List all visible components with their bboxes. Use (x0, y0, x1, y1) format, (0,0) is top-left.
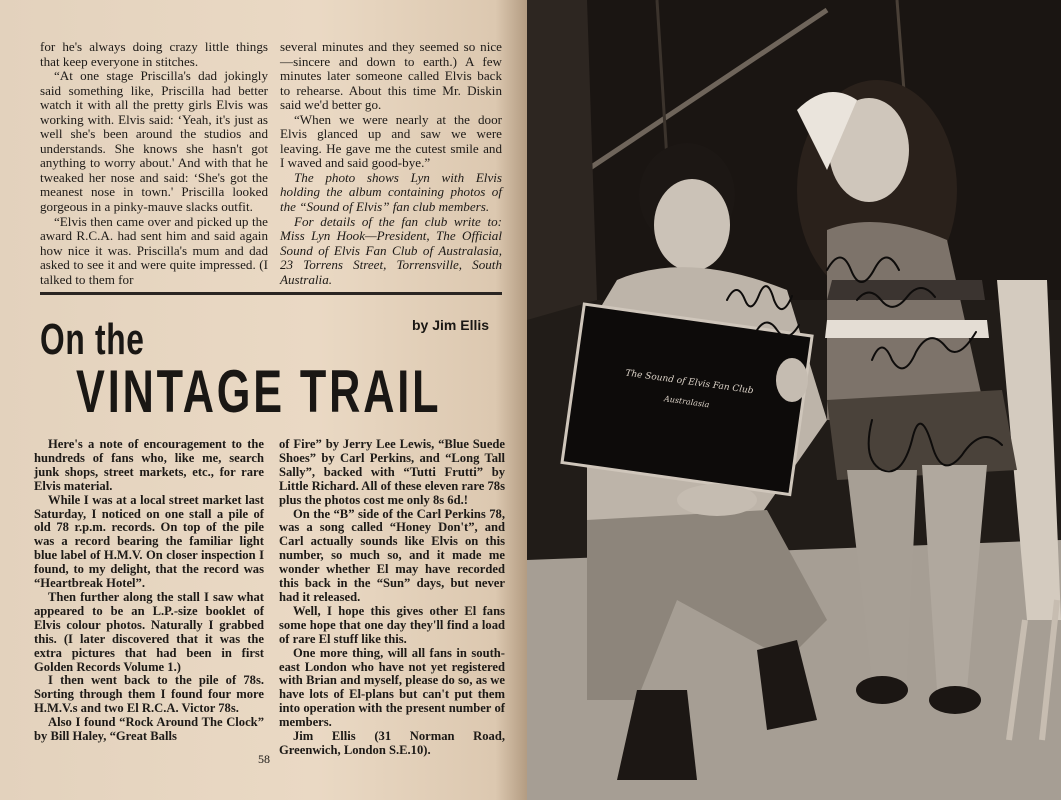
right-page-photo (527, 0, 1061, 800)
paragraph: Here's a note of encouragement to the hundreds of fans who, like me, search junk shops, street markets, etc., for rare Elvis material. (34, 437, 264, 493)
paragraph: “At one stage Priscilla's dad jokingly said something like, Priscilla had better watch it with all the pretty girls Elvis was working with. Elvis said: ‘Yeah, it's just as well she's been around the studios and understands. She knows she hasn't got anything to worry about.' And with that he tweaked her nose and said: ‘She's got the meanest nose in town.' Priscilla looked gorgeous in a pinky-mauve slacks outfit. (40, 68, 268, 215)
paragraph: of Fire” by Jerry Lee Lewis, “Blue Suede Shoes” by Carl Perkins, and “Long Tall Sally”, backed with “Tutti Frutti” by Little Richard. All of these eleven rare 78s plus the photos cost me only 8s 6d.! (279, 437, 505, 507)
paragraph: I then went back to the pile of 78s. Sorting through them I found four more H.M.V.s and two El R.C.A. Victor 78s. (34, 673, 264, 716)
photo-caption: The photo shows Lyn with Elvis holding the album containing photos of the “Sound of Elvis” fan club members. (280, 169, 502, 215)
album-title: The Sound of Elvis Fan Club (624, 368, 755, 397)
previous-article-column-2 (280, 40, 502, 287)
headline-line-1: On the (40, 315, 145, 364)
fan-club-address: For details of the fan club write to: Miss Lyn Hook—President, The Official Sound of Elvis Fan Club of Australasia, 23 Torrens Street, Torrensville, South Australia. (280, 213, 502, 287)
previous-article-column-1 (40, 40, 268, 287)
article-column-2 (279, 438, 505, 758)
paragraph: On the “B” side of the Carl Perkins 78, was a song called “Honey Don't”, and Carl actually sounds like Elvis on this number, so much so, and it made me wonder whether El may have recorded this back in the “Sun” days, but never had it released. (279, 506, 505, 604)
paragraph: “When we were nearly at the door Elvis glanced up and saw we were leaving. He gave me the cutest smile and I waved and said good-bye.” (280, 111, 502, 171)
headline-line-2: VINTAGE TRAIL (76, 358, 442, 425)
paragraph: several minutes and they seemed so nice—sincere and down to earth.) A few minutes later someone called Elvis back to rehearse. About this time Mr. Diskin said we'd better go. (280, 39, 502, 113)
album-subtitle: Australasia (663, 394, 710, 410)
article-column-1 (34, 438, 264, 744)
paragraph: Then further along the stall I saw what appeared to be an L.P.-size booklet of Elvis colour photos. Naturally I grabbed this. (I later discovered that it was the extra pictures that had been in first Golden Records Volume 1.) (34, 589, 264, 674)
paragraph: for he's always doing crazy little things that keep everyone in stitches. (40, 39, 268, 69)
paragraph: One more thing, will all fans in south-east London who have not yet registered with Brian and myself, please do so, as we have lots of El-plans but can't put them into operation with the present number of members. (279, 645, 505, 730)
photo-elvis-and-lyn (527, 0, 1061, 800)
paragraph: Also I found “Rock Around The Clock” by Bill Haley, “Great Balls (34, 715, 264, 744)
paragraph: Well, I hope this gives other El fans some hope that one day they'll find a load of rare El stuff like this. (279, 603, 505, 646)
paragraph: “Elvis then came over and picked up the award R.C.A. had sent him and said again how nice it was. Priscilla's mum and dad asked to see it and were quite impressed. (I talked to them for (40, 213, 268, 287)
page-number: 58 (258, 752, 270, 766)
section-divider (40, 292, 502, 295)
left-page (0, 0, 527, 800)
paragraph: Jim Ellis (31 Norman Road, Greenwich, London S.E.10). (279, 729, 505, 757)
byline: by Jim Ellis (412, 317, 490, 333)
paragraph: While I was at a local street market last Saturday, I noticed on one stall a pile of old 78 r.p.m. records. On top of the pile was a record bearing the familiar light blue label of H.M.V. On closer inspection I found, to my delight, that the record was “Heartbreak Hotel”. (34, 492, 264, 591)
